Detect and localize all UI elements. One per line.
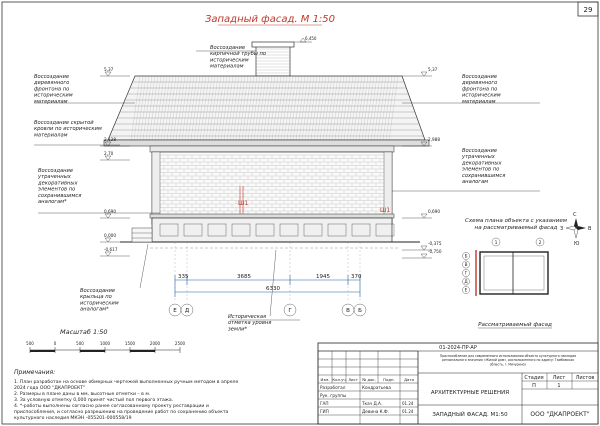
- note-line: 2024 года ООО "ДКАПРОЕКТ": [14, 386, 86, 391]
- svg-text:1000: 1000: [99, 341, 111, 346]
- dimension-chain: [175, 274, 362, 297]
- scale-bar: [26, 328, 185, 353]
- object-description: Приспособление для современного использования объекта культурного наследия: [439, 354, 577, 358]
- tb-name: Кондратьева: [362, 385, 391, 390]
- axis-label: Е: [173, 308, 177, 314]
- mark-w1-left: Ш1: [238, 200, 249, 207]
- svg-text:2000: 2000: [149, 341, 161, 346]
- note-line: 1. План разработан на основе обмерных чертежей выполненных ручным методом в апреле: [14, 380, 239, 385]
- svg-text:Воссозданиедеревянногофронтона: Воссоздание деревянного фронтона по историческим материалам: [462, 74, 501, 105]
- tb-header: Лист: [348, 377, 358, 382]
- level-mark: 2,70: [104, 151, 114, 156]
- project-code: 01-2024-ПР-АР: [439, 345, 477, 351]
- note-line: культурного наследия МКЭН -055201-000558/19: [14, 416, 132, 421]
- svg-text:Воссозданиеутраченныхдекоратив: Воссоздание утраченных декоративных элементов по сохранившимся аналогам: [462, 148, 506, 185]
- drawing-name: ЗАПАДНЫЙ ФАСАД. М1:50: [432, 412, 508, 418]
- tb-header: Подп.: [383, 377, 395, 382]
- scale-title: Масштаб 1:50: [60, 328, 108, 336]
- axis-label: Г: [288, 308, 292, 314]
- dim-1: 335: [178, 274, 189, 280]
- dim-4: 370: [351, 274, 362, 280]
- note-line: приспособления, и согласно разрешению на проведение работ по сохранению объекта: [14, 410, 229, 415]
- sheet-value: 1: [557, 383, 561, 389]
- level-mark: 0,690: [428, 209, 440, 214]
- level-mark: 0,000: [104, 233, 116, 238]
- plan-title-2: на рассматриваемый фасад: [474, 225, 558, 231]
- svg-text:0: 0: [53, 341, 57, 346]
- note-line: 4. *-работы выполнены согласно ранее согласованному проекту реставрации и: [14, 404, 209, 409]
- stage-value: П: [532, 383, 536, 389]
- tb-role: Разработал: [320, 385, 346, 390]
- dim-3: 1945: [316, 274, 330, 280]
- dim-total: 6330: [266, 286, 280, 292]
- tb-header: Кол.уч: [332, 377, 346, 382]
- axis-label: Б: [358, 308, 362, 314]
- level-mark: -0,750: [428, 249, 442, 254]
- compass-east: В: [588, 226, 592, 232]
- porch: [132, 228, 152, 242]
- tb-role: ГАП: [320, 401, 329, 406]
- mark-w1-right: Ш1: [380, 207, 391, 214]
- svg-text:Д: Д: [464, 279, 468, 285]
- svg-text:1500: 1500: [124, 341, 136, 346]
- plan-title-1: Схема плана объекта с указанием: [464, 218, 568, 224]
- axis-label: В: [346, 308, 350, 314]
- callout-chimney: [196, 45, 266, 70]
- level-mark: 2,128: [104, 137, 116, 142]
- svg-text:2: 2: [538, 241, 542, 246]
- level-mark: 5,37: [104, 67, 114, 72]
- compass-west: З: [560, 226, 564, 232]
- dim-2: 3685: [237, 274, 251, 280]
- notes: [14, 369, 238, 421]
- chimney-level-value: 6,450: [305, 36, 317, 41]
- svg-text:Историческаяотметка уровняземл: Историческая отметка уровня земли*: [228, 314, 272, 333]
- sheet-number: 29: [583, 6, 593, 14]
- svg-text:Воссозданиеутраченныхдекоратив: Воссоздание утраченных декоративных элементов по сохранившимся аналогам*: [38, 168, 82, 205]
- callout-gable-right: [402, 74, 540, 105]
- plan-outline: [480, 252, 548, 294]
- building-elevation: [104, 42, 429, 248]
- svg-text:В: В: [464, 262, 468, 268]
- level-mark: -0,375: [428, 241, 442, 246]
- svg-text:1: 1: [494, 241, 498, 246]
- level-mark: 5,37: [428, 67, 438, 72]
- tb-date: 01.24: [402, 401, 414, 406]
- compass-south: Ю: [574, 241, 580, 247]
- notes-title: Примечания:: [14, 369, 56, 376]
- chimney-level: [294, 36, 317, 42]
- plan-caption: Рассматриваемый фасад: [478, 322, 552, 328]
- svg-text:Е: Е: [464, 287, 468, 293]
- company-name: ООО "ДКАПРОЕКТ": [530, 411, 590, 418]
- callout-decor-left: [37, 168, 160, 213]
- sheets-label: Листов: [575, 375, 595, 381]
- note-line: 3. За условную отметку 0,000 принят чистый пол первого этажа.: [14, 398, 174, 403]
- level-mark: 2,988: [428, 137, 440, 142]
- svg-text:Б: Б: [464, 253, 468, 259]
- svg-text:Воссозданиедеревянногофронтона: Воссоздание деревянного фронтона по историческим материалам: [34, 74, 73, 105]
- callout-ground: [228, 250, 300, 332]
- object-description: область, г. Мичуринск: [489, 362, 527, 367]
- eave: [104, 140, 429, 146]
- page-title: Западный фасад. М 1:50: [204, 14, 336, 25]
- levels-left: [100, 67, 130, 256]
- svg-text:Г: Г: [464, 270, 468, 276]
- svg-text:Воссозданиекирпичной трубы пои: Воссоздание кирпичной трубы по историческим материалам: [210, 45, 267, 70]
- tb-date: 01.24: [402, 409, 414, 414]
- title-block: [318, 343, 598, 424]
- tb-header: № док.: [362, 377, 376, 382]
- svg-text:500: 500: [26, 341, 34, 346]
- plan-scheme: [462, 212, 592, 328]
- note-line: 2. Размеры в плане даны в мм, высотные отметки – в м.: [14, 392, 151, 397]
- svg-text:500: 500: [76, 341, 84, 346]
- callout-decor-right: [392, 148, 540, 191]
- tb-header: Дата: [404, 377, 414, 382]
- sheet-label: Лист: [552, 375, 566, 381]
- level-mark: 0,690: [104, 209, 116, 214]
- tb-role: Рук. группы: [320, 393, 347, 398]
- svg-text:2500: 2500: [174, 341, 186, 346]
- tb-header: Изм.: [320, 377, 330, 382]
- plinth: [152, 218, 392, 242]
- level-mark: -0,617: [104, 247, 118, 252]
- axis-markers: [169, 242, 366, 316]
- svg-text:Воссозданиекрыльца поисторичес: Воссоздание крыльца по историческим аналогам*: [80, 288, 119, 313]
- section-name: АРХИТЕКТУРНЫЕ РЕШЕНИЯ: [430, 390, 510, 396]
- tb-name: Девина К.Ф.: [362, 409, 389, 414]
- callout-porch: [80, 244, 148, 313]
- tb-name: Ткач Д.А.: [362, 401, 383, 406]
- svg-text:Воссоздание скрытойкровли по и: Воссоздание скрытой кровли по историческим материалам: [34, 120, 102, 139]
- axis-label: Д: [184, 308, 190, 314]
- stage-label: Стадия: [524, 375, 544, 381]
- roof: [108, 76, 425, 140]
- callout-gable-left: [33, 74, 135, 105]
- compass-north: С: [573, 212, 577, 218]
- object-description: регионального значения «Жилой дом», расположенного по адресу: Тамбовская: [442, 358, 574, 363]
- tb-role: ГИП: [320, 409, 329, 414]
